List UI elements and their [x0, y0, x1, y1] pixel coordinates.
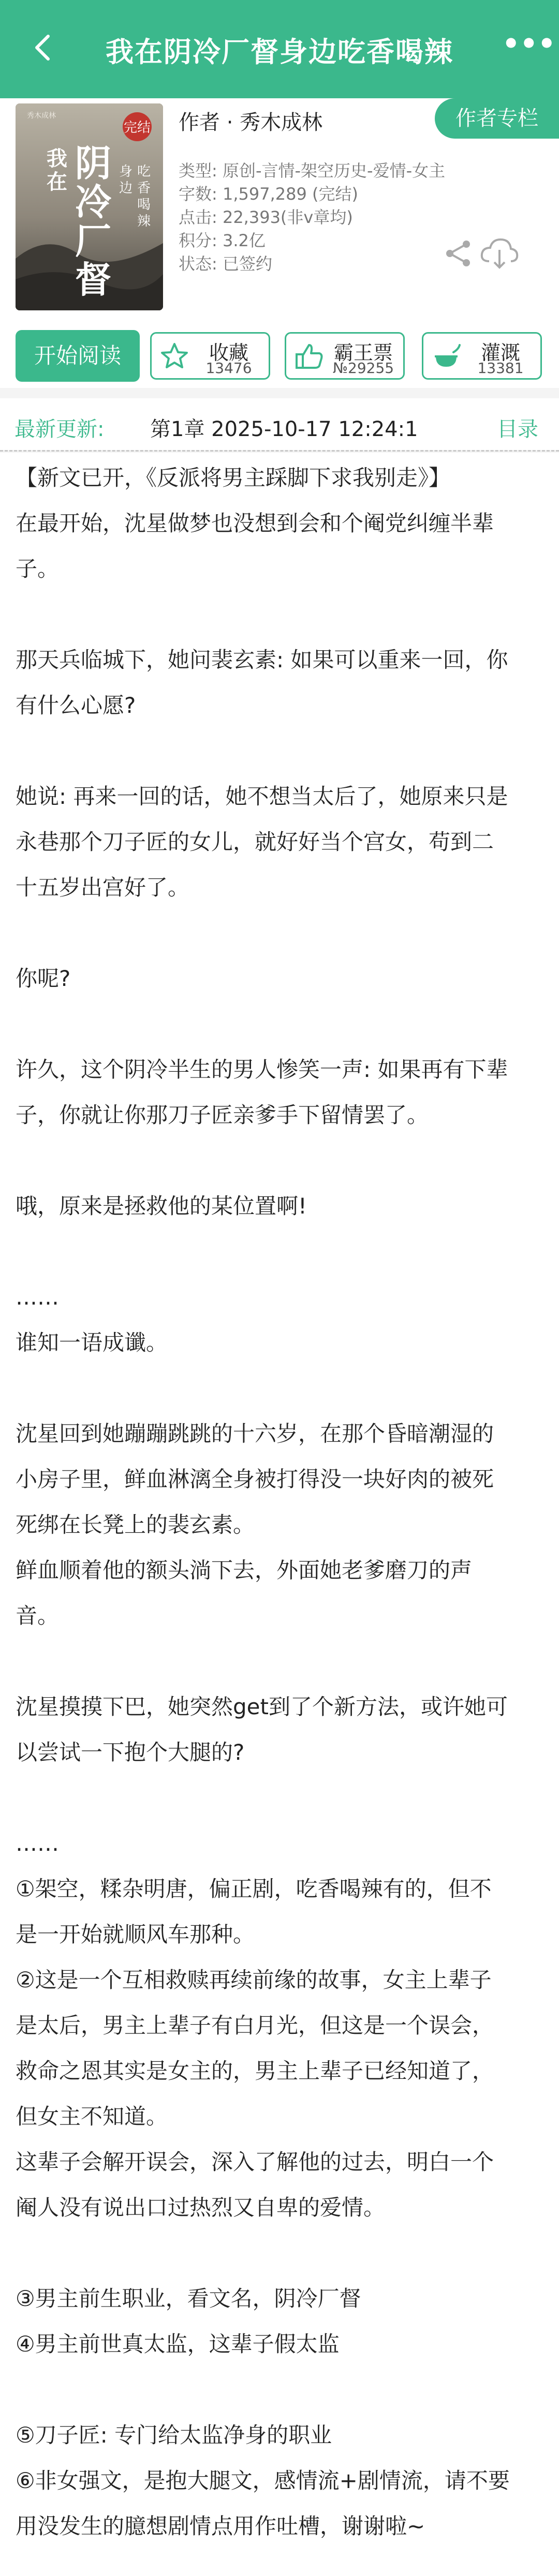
irrigate-count: 13381 [477, 360, 524, 377]
svg-text:辣: 辣 [137, 214, 151, 229]
more-options-icon[interactable]: ••• [502, 27, 556, 60]
svg-text:阴: 阴 [75, 142, 111, 185]
synopsis-line: 小房子里，鲜血淋漓全身被打得没一块好肉的被死 [16, 1466, 494, 1492]
synopsis-content [0, 453, 559, 2576]
thumbs-up-icon [293, 341, 325, 372]
synopsis-line: ①架空，糅杂明唐，偏正剧，吃香喝辣有的，但不 [16, 1876, 492, 1901]
book-info-panel [0, 98, 559, 388]
synopsis-line: 以尝试一下抱个大腿的? [16, 1740, 245, 1765]
bawang-label: 霸王票 [333, 341, 393, 364]
start-reading-button[interactable]: 开始阅读 [16, 330, 140, 382]
nutrient-bottle-icon [431, 341, 462, 372]
synopsis-line: …… [16, 1284, 59, 1310]
top-bar [0, 0, 559, 98]
author-column-button[interactable]: 作者专栏 [435, 98, 559, 139]
svg-text:边: 边 [119, 181, 133, 196]
synopsis-line: 子。 [16, 556, 60, 581]
synopsis-line: 是一开始就顺风车那种。 [16, 1922, 255, 1947]
collect-label: 收藏 [209, 341, 248, 364]
synopsis-line: 救命之恩其实是女主的，男主上辈子已经知道了， [16, 2058, 494, 2084]
irrigate-label: 灌溉 [480, 341, 520, 364]
synopsis-line: 永巷那个刀子匠的女儿，就好好当个宫女，苟到二 [16, 829, 494, 855]
synopsis-line: 沈星摸摸下巴，她突然get到了个新方法，或许她可 [16, 1694, 508, 1719]
cover-badge: 完结 [123, 120, 151, 136]
share-icon[interactable] [443, 238, 474, 269]
synopsis-line: 但女主不知道。 [16, 2104, 168, 2129]
synopsis-line: ④男主前世真太监，这辈子假太监 [16, 2331, 340, 2357]
synopsis-line: 是太后，男主上辈子有白月光，但这是一个误会， [16, 2013, 494, 2038]
cloud-download-icon[interactable] [479, 235, 520, 272]
collect-count: 13476 [205, 360, 252, 377]
synopsis-line: 阉人没有说出口过热烈又自卑的爱情。 [16, 2195, 386, 2220]
svg-text:督: 督 [75, 258, 111, 301]
svg-text:我: 我 [47, 146, 67, 171]
cover-author: 秀木成林 [27, 112, 56, 120]
synopsis-line: 她说: 再来一回的话，她不想当太后了，她原来只是 [16, 784, 508, 809]
divider [0, 450, 559, 452]
latest-update-label: 最新更新: [14, 417, 105, 441]
synopsis-line: 十五岁出宫好了。 [16, 875, 190, 900]
synopsis-line: 【新文已开，《反派将男主踩脚下求我别走》】 [16, 465, 451, 490]
synopsis-line: ⑥非女强文，是抱大腿文，感情流+剧情流，请不要 [16, 2468, 510, 2493]
table-of-contents-link[interactable]: 目录 [497, 417, 538, 441]
synopsis-line: 鲜血顺着他的额头淌下去，外面她老爹磨刀的声 [16, 1557, 473, 1583]
irrigate-button[interactable] [422, 332, 542, 380]
latest-chapter-link[interactable]: 第1章 2025-10-17 12:24:1 [150, 417, 418, 441]
book-cover[interactable] [16, 103, 163, 310]
synopsis-line: 哦，原来是拯救他的某位置啊! [16, 1193, 307, 1219]
svg-text:吃: 吃 [137, 164, 151, 179]
book-word-count: 字数: 1,597,289 (完结) [179, 184, 358, 204]
latest-update-bar[interactable] [0, 398, 559, 450]
synopsis-line: 子，你就让你那刀子匠亲爹手下留情罢了。 [16, 1102, 429, 1128]
page-title: 我在阴冷厂督身边吃香喝辣 [106, 36, 453, 68]
book-status: 状态: 已签约 [179, 254, 272, 274]
synopsis-line: 音。 [16, 1603, 60, 1628]
svg-text:喝: 喝 [137, 197, 151, 213]
bawang-vote-button[interactable] [285, 332, 405, 380]
svg-text:厂: 厂 [75, 219, 111, 262]
synopsis-line: 你呢? [16, 966, 71, 991]
synopsis-line: 用没发生的臆想剧情点用作吐槽，谢谢啦~ [16, 2513, 425, 2539]
book-clicks: 点击: 22,393(非v章均) [179, 207, 353, 227]
synopsis-line: ②这是一个互相救赎再续前缘的故事，女主上辈子 [16, 1967, 492, 1993]
synopsis-line: ③男主前生职业，看文名，阴冷厂督 [16, 2286, 361, 2311]
book-points: 积分: 3.2亿 [179, 231, 266, 250]
bawang-count: №29255 [332, 360, 394, 377]
star-icon [159, 341, 190, 372]
synopsis-line: 死绑在长凳上的裴玄素。 [16, 1512, 255, 1537]
synopsis-line: ⑤刀子匠: 专门给太监净身的职业 [16, 2422, 332, 2448]
svg-text:在: 在 [47, 170, 67, 194]
synopsis-line: 有什么心愿? [16, 693, 136, 718]
svg-text:香: 香 [137, 181, 151, 196]
synopsis-line: 许久，这个阴冷半生的男人惨笑一声: 如果再有下辈 [16, 1057, 508, 1082]
author-name[interactable]: 作者 · 秀木成林 [179, 111, 323, 134]
synopsis-line: 那天兵临城下，她问裴玄素: 如果可以重来一回，你 [16, 647, 508, 672]
book-type: 类型: 原创-言情-架空历史-爱情-女主 [179, 161, 446, 181]
collect-button[interactable] [150, 332, 270, 380]
svg-text:冷: 冷 [75, 181, 111, 223]
synopsis-line: 谁知一语成谶。 [16, 1330, 168, 1355]
synopsis-line: 这辈子会解开误会，深入了解他的过去，明白一个 [16, 2149, 494, 2175]
svg-text:身: 身 [119, 164, 133, 179]
synopsis-line: …… [16, 1831, 59, 1856]
synopsis-line: 在最开始，沈星做梦也没想到会和个阉党纠缠半辈 [16, 511, 494, 536]
synopsis-line: 沈星回到她蹦蹦跳跳的十六岁，在那个昏暗潮湿的 [16, 1421, 494, 1446]
